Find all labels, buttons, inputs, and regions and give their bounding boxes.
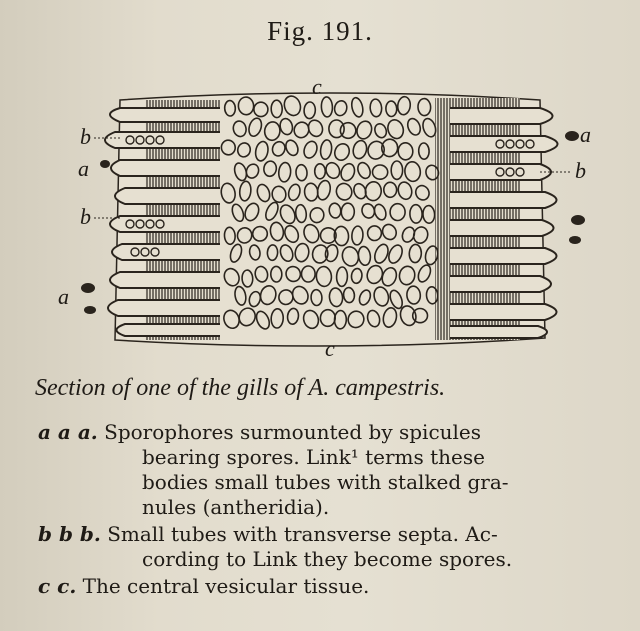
label-b-left-2: b: [80, 204, 91, 229]
legend-line: nules (antheridia).: [142, 495, 330, 519]
label-a-left-2: a: [58, 284, 69, 309]
figure-title: Fig. 191.: [267, 16, 373, 46]
legend-item-b: [38, 522, 628, 572]
label-b-left-1: b: [80, 124, 91, 149]
label-c-bottom: c: [325, 336, 335, 360]
legend-line: Sporophores surmounted by spicules: [104, 420, 482, 444]
legend-line: bodies small tubes with stalked gra-: [142, 470, 509, 494]
label-a-right: a: [580, 122, 591, 147]
label-a-left-1: a: [78, 156, 89, 181]
label-b-right: b: [575, 158, 586, 183]
legend-line: The central vesicular tissue.: [82, 574, 370, 598]
label-c-top: c: [312, 78, 322, 99]
legend-line: Small tubes with transverse septa. Ac-: [107, 522, 498, 546]
legend-item-c: [38, 574, 628, 599]
legend-line: cording to Link they become spores.: [142, 547, 513, 571]
legend-key-a: a a a.: [38, 420, 98, 444]
legend-item-a: [38, 420, 628, 520]
legend-line: bearing spores. Link¹ terms these: [142, 445, 485, 469]
legend-key-c: c c.: [38, 574, 77, 598]
figure-caption: Section of one of the gills of A. campestris.: [35, 375, 446, 401]
legend-key-b: b b b.: [38, 522, 101, 546]
gill-section-illustration: [50, 78, 610, 360]
